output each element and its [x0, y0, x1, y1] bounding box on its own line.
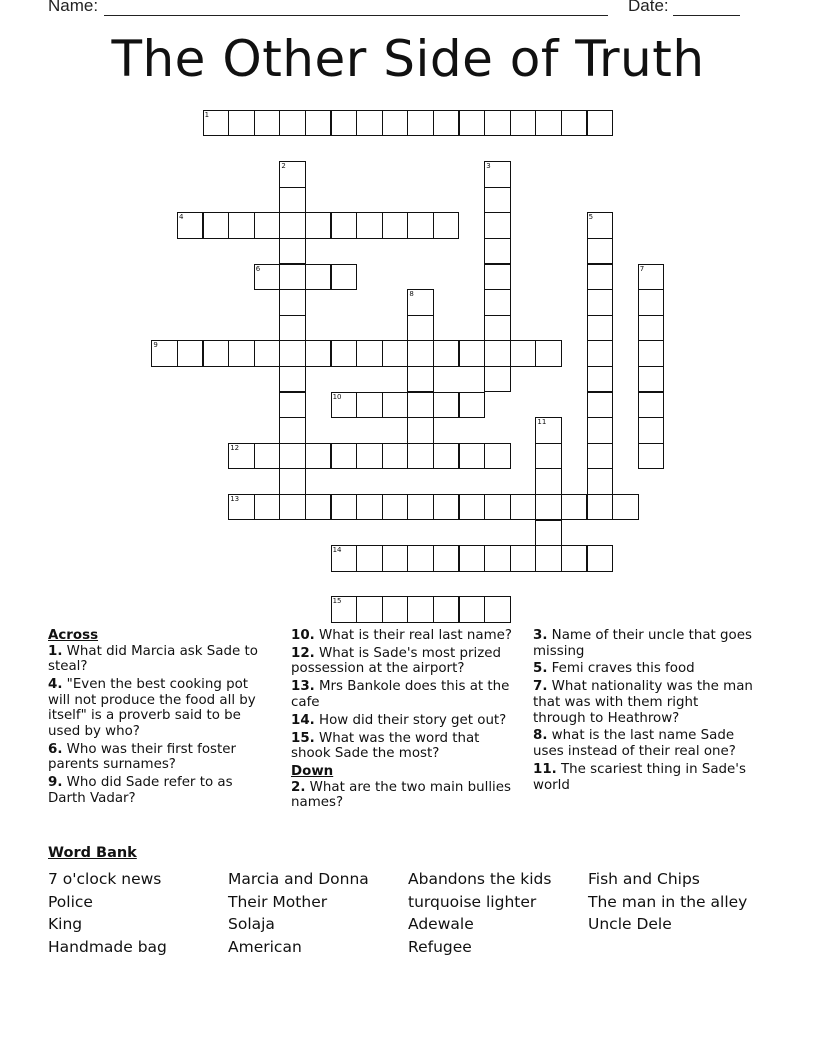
crossword-cell[interactable] [433, 340, 459, 366]
crossword-cell[interactable] [535, 110, 561, 136]
clue-down-7: 7. What nationality was the man that was with them right through to Heathrow? [533, 679, 753, 726]
crossword-cell[interactable] [459, 545, 485, 571]
crossword-cell[interactable] [279, 110, 305, 136]
crossword-cell[interactable] [535, 494, 561, 520]
crossword-cell[interactable] [279, 468, 305, 494]
crossword-cell[interactable] [612, 494, 638, 520]
word-bank-column-2 [228, 868, 408, 958]
crossword-cell[interactable] [587, 366, 613, 392]
crossword-cell[interactable] [535, 417, 561, 443]
clue-across-1: 1. What did Marcia ask Sade to steal? [48, 643, 258, 675]
crossword-cell[interactable] [484, 315, 510, 341]
crossword-cell[interactable] [279, 264, 305, 290]
clue-down-2: 2. What are the two main bullies names? [291, 779, 511, 811]
clue-number: 5 [588, 213, 594, 222]
clue-number: 4 [179, 213, 184, 222]
crossword-cell[interactable] [587, 443, 613, 469]
crossword-cell[interactable] [203, 212, 229, 238]
crossword-cell[interactable] [638, 264, 664, 290]
crossword-cell[interactable] [510, 340, 536, 366]
crossword-cell[interactable] [433, 392, 459, 418]
crossword-cell[interactable] [587, 289, 613, 315]
crossword-cell[interactable] [279, 212, 305, 238]
word-bank-item: Adewale [408, 915, 474, 934]
crossword-cell[interactable] [561, 545, 587, 571]
crossword-cell[interactable] [177, 212, 203, 238]
crossword-cell[interactable] [279, 340, 305, 366]
clue-across-12: 12. What is Sade's most prized possession at the airport? [291, 645, 501, 677]
crossword-cell[interactable] [407, 417, 433, 443]
crossword-cell[interactable] [331, 264, 357, 290]
crossword-cell[interactable] [203, 340, 229, 366]
crossword-cell[interactable] [382, 494, 408, 520]
crossword-cell[interactable] [587, 468, 613, 494]
word-bank-item: Solaja [228, 915, 275, 934]
crossword-cell[interactable] [203, 110, 229, 136]
clue-across-15: 15. What was the word that shook Sade the most? [291, 730, 480, 762]
clue-number: 1 [204, 111, 210, 119]
crossword-cell[interactable] [331, 596, 357, 622]
crossword-cell[interactable] [433, 212, 459, 238]
crossword-cell[interactable] [331, 392, 357, 418]
crossword-cell[interactable] [331, 494, 357, 520]
clues-column-1 [48, 628, 270, 809]
crossword-cell[interactable] [279, 187, 305, 213]
crossword-cell[interactable] [356, 110, 382, 136]
word-bank-item: American [228, 937, 302, 956]
word-bank-item: turquoise lighter [408, 892, 537, 911]
date-label: Date: [628, 0, 669, 15]
crossword-cell[interactable] [587, 545, 613, 571]
crossword-cell[interactable] [587, 417, 613, 443]
clue-number: 3 [486, 162, 491, 171]
crossword-cell[interactable] [407, 212, 433, 238]
clues-column-2 [291, 628, 513, 813]
crossword-cell[interactable] [279, 161, 305, 187]
crossword-cell[interactable] [484, 596, 510, 622]
crossword-cell[interactable] [459, 340, 485, 366]
clue-number: 9 [153, 341, 158, 350]
crossword-cell[interactable] [535, 520, 561, 546]
clue-down-3: 3. Name of their uncle that goes missing [533, 628, 752, 659]
name-label: Name: [48, 0, 99, 15]
crossword-cell[interactable] [254, 340, 280, 366]
crossword-cell[interactable] [484, 264, 510, 290]
crossword-cell[interactable] [510, 494, 536, 520]
crossword-cell[interactable] [587, 110, 613, 136]
clue-number: 12 [230, 443, 240, 452]
clue-number: 8 [409, 290, 414, 299]
crossword-cell[interactable] [356, 494, 382, 520]
crossword-cell[interactable] [407, 392, 433, 418]
crossword-cell[interactable] [407, 110, 433, 136]
clue-number: 11 [537, 418, 547, 427]
clue-across-9: 9. Who did Sade refer to as Darth Vadar? [48, 775, 233, 806]
crossword-cell[interactable] [228, 110, 254, 136]
word-bank-heading: Word Bank [48, 845, 137, 861]
crossword-cell[interactable] [151, 340, 177, 366]
crossword-cell[interactable] [561, 494, 587, 520]
crossword-cell[interactable] [407, 340, 433, 366]
crossword-cell[interactable] [305, 443, 331, 469]
crossword-cell[interactable] [535, 468, 561, 494]
clue-number: 14 [332, 546, 342, 555]
crossword-cell[interactable] [484, 443, 510, 469]
crossword-cell[interactable] [510, 545, 536, 571]
crossword-cell[interactable] [305, 494, 331, 520]
crossword-cell[interactable] [459, 110, 485, 136]
clue-number: 15 [332, 597, 342, 606]
clue-across-4: 4. "Even the best cooking pot will not produce the food all by itself" is a proverb said to be used by who? [48, 677, 256, 739]
crossword-cell[interactable] [484, 545, 510, 571]
word-bank-item: King [48, 915, 83, 934]
crossword-cell[interactable] [228, 340, 254, 366]
crossword-cell[interactable] [407, 289, 433, 315]
crossword-cell[interactable] [638, 289, 664, 315]
crossword-cell[interactable] [279, 366, 305, 392]
word-bank-item: The man in the alley [588, 892, 748, 911]
clue-down-8: 8. what is the last name Sade uses instead of their real one? [533, 728, 736, 760]
crossword-cell[interactable] [279, 315, 305, 341]
crossword-cell[interactable] [484, 212, 510, 238]
crossword-cell[interactable] [254, 264, 280, 290]
down-heading: Down [291, 764, 334, 780]
crossword-cell[interactable] [228, 494, 254, 520]
crossword-cell[interactable] [587, 212, 613, 238]
word-bank-column-4 [588, 868, 768, 936]
crossword-cell[interactable] [535, 340, 561, 366]
crossword-cell[interactable] [484, 238, 510, 264]
crossword-cell[interactable] [356, 443, 382, 469]
crossword-cell[interactable] [587, 238, 613, 264]
crossword-cell[interactable] [459, 494, 485, 520]
crossword-cell[interactable] [331, 340, 357, 366]
crossword-cell[interactable] [356, 340, 382, 366]
crossword-cell[interactable] [484, 366, 510, 392]
crossword-cell[interactable] [510, 110, 536, 136]
crossword-cell[interactable] [356, 392, 382, 418]
crossword-cell[interactable] [331, 443, 357, 469]
across-heading: Across [48, 628, 99, 643]
crossword-cell[interactable] [433, 545, 459, 571]
crossword-cell[interactable] [382, 545, 408, 571]
crossword-cell[interactable] [331, 212, 357, 238]
crossword-cell[interactable] [254, 494, 280, 520]
clues-column-3 [533, 628, 755, 795]
crossword-cell[interactable] [279, 238, 305, 264]
crossword-cell[interactable] [279, 392, 305, 418]
crossword-cell[interactable] [177, 340, 203, 366]
crossword-cell[interactable] [587, 340, 613, 366]
clue-number: 7 [639, 264, 645, 273]
crossword-cell[interactable] [254, 212, 280, 238]
crossword-cell[interactable] [535, 545, 561, 571]
crossword-cell[interactable] [305, 264, 331, 290]
word-bank-item: Refugee [408, 937, 472, 956]
crossword-cell[interactable] [356, 212, 382, 238]
crossword-cell[interactable] [279, 443, 305, 469]
crossword-cell[interactable] [279, 289, 305, 315]
crossword-cell[interactable] [382, 392, 408, 418]
clue-down-5: 5. Femi craves this food [533, 661, 695, 677]
crossword-cell[interactable] [638, 392, 664, 418]
crossword-cell[interactable] [279, 417, 305, 443]
word-bank-item: Abandons the kids [408, 870, 552, 888]
crossword-cell[interactable] [484, 187, 510, 213]
crossword-cell[interactable] [587, 494, 613, 520]
crossword-cell[interactable] [433, 110, 459, 136]
clue-number: 6 [255, 264, 261, 273]
crossword-cell[interactable] [279, 494, 305, 520]
crossword-cell[interactable] [382, 443, 408, 469]
crossword-cell[interactable] [484, 161, 510, 187]
clue-across-6: 6. Who was their first foster parents surnames? [48, 741, 236, 773]
crossword-cell[interactable] [254, 443, 280, 469]
crossword-cell[interactable] [484, 494, 510, 520]
crossword-cell[interactable] [484, 289, 510, 315]
crossword-cell[interactable] [331, 545, 357, 571]
crossword-cell[interactable] [382, 340, 408, 366]
clue-number: 2 [281, 162, 286, 171]
page-title: The Other Side of Truth [111, 30, 705, 88]
crossword-cell[interactable] [561, 110, 587, 136]
crossword-cell[interactable] [638, 315, 664, 341]
word-bank-item: Marcia and Donna [228, 870, 369, 888]
crossword-cell[interactable] [407, 596, 433, 622]
crossword-cell[interactable] [587, 315, 613, 341]
clue-down-11: 11. The scariest thing in Sade's world [533, 761, 746, 793]
clue-across-10: 10. What is their real last name? [291, 628, 512, 643]
crossword-cell[interactable] [638, 417, 664, 443]
word-bank-column-3 [408, 868, 588, 958]
word-bank-item: Police [48, 892, 93, 911]
crossword-cell[interactable] [356, 596, 382, 622]
crossword-cell[interactable] [459, 443, 485, 469]
crossword-cell[interactable] [638, 340, 664, 366]
crossword-cell[interactable] [407, 315, 433, 341]
crossword-cell[interactable] [587, 264, 613, 290]
crossword-cell[interactable] [254, 110, 280, 136]
word-bank-item: Handmade bag [48, 937, 167, 956]
crossword-cell[interactable] [407, 366, 433, 392]
clue-number: 13 [230, 495, 240, 503]
word-bank-item: Uncle Dele [588, 915, 672, 934]
crossword-cell[interactable] [484, 340, 510, 366]
word-bank-item: Fish and Chips [588, 870, 700, 888]
clue-across-13: 13. Mrs Bankole does this at the cafe [291, 679, 510, 710]
crossword-cell[interactable] [433, 596, 459, 622]
crossword-cell[interactable] [305, 110, 331, 136]
crossword-cell[interactable] [305, 212, 331, 238]
crossword-cell[interactable] [305, 340, 331, 366]
crossword-cell[interactable] [382, 110, 408, 136]
crossword-cell[interactable] [407, 545, 433, 571]
crossword-cell[interactable] [356, 545, 382, 571]
crossword-cell[interactable] [331, 110, 357, 136]
crossword-cell[interactable] [382, 596, 408, 622]
crossword-cell[interactable] [382, 212, 408, 238]
crossword-cell[interactable] [433, 494, 459, 520]
clue-across-14: 14. How did their story get out? [291, 712, 507, 728]
crossword-cell[interactable] [433, 443, 459, 469]
word-bank-item: 7 o'clock news [48, 870, 162, 888]
word-bank-column-1 [48, 868, 228, 958]
crossword-cell[interactable] [484, 110, 510, 136]
clue-number: 10 [332, 392, 342, 401]
crossword-cell[interactable] [459, 392, 485, 418]
crossword-cell[interactable] [638, 366, 664, 392]
crossword-cell[interactable] [407, 443, 433, 469]
crossword-cell[interactable] [459, 596, 485, 622]
crossword-cell[interactable] [535, 443, 561, 469]
crossword-cell[interactable] [228, 212, 254, 238]
crossword-cell[interactable] [638, 443, 664, 469]
word-bank-item: Their Mother [228, 892, 328, 911]
crossword-cell[interactable] [228, 443, 254, 469]
crossword-cell[interactable] [587, 392, 613, 418]
crossword-cell[interactable] [407, 494, 433, 520]
